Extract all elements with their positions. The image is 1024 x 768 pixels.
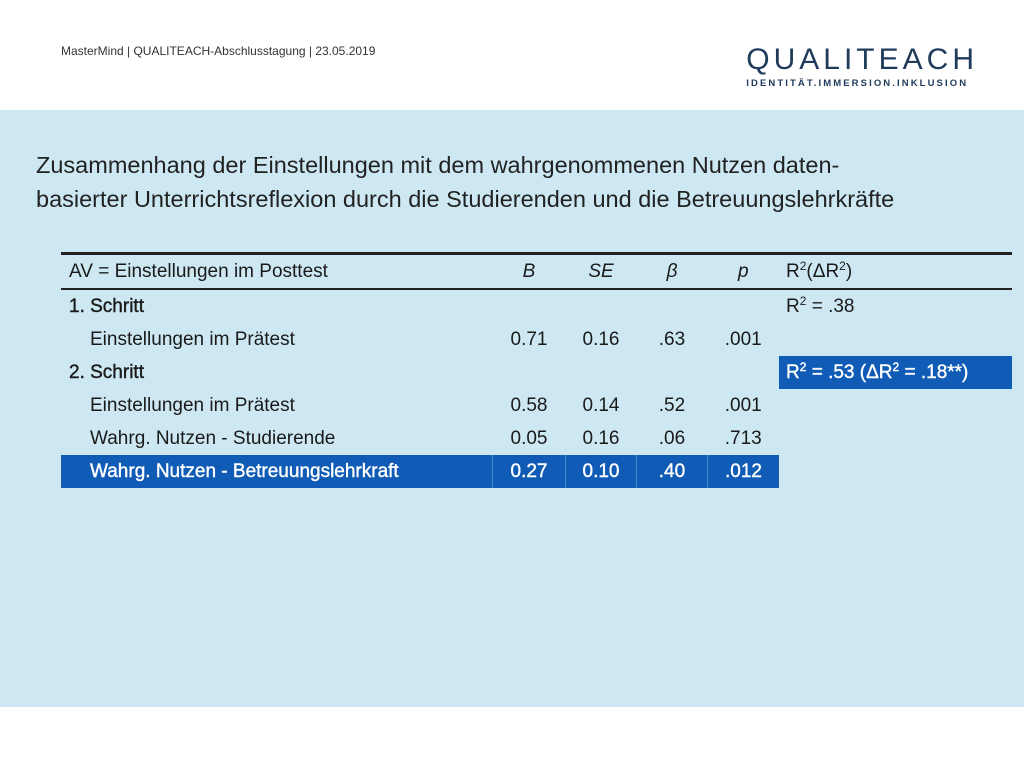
logo-wordmark: QUALITEACH [746,43,978,76]
coef-b: 0.58 [510,394,548,416]
coef-beta: .52 [658,394,686,416]
highlighted-table-row [61,455,1012,488]
header-p: p [708,254,780,290]
title-line-2: basierter Unterrichtsreflexion durch die Studierenden und die Betreuungslehrkräfte [36,186,895,212]
content-panel [0,110,1024,707]
coef-b: 0.05 [510,427,548,449]
predictor-label: Wahrg. Nutzen - Betreuungslehrkraft [61,455,493,488]
coef-se: 0.10 [566,455,637,488]
coef-p: .001 [724,328,762,350]
step-row [61,289,1012,323]
regression-table [61,252,1012,488]
coef-beta: .06 [658,427,686,449]
coef-se: 0.14 [582,394,620,416]
coef-beta: .63 [658,328,686,350]
title-line-1: Zusammenhang der Einstellungen mit dem wahrgenommenen Nutzen daten- [36,152,840,178]
table-row [61,323,1012,356]
table-row [61,422,1012,455]
header-beta: β [637,254,708,290]
coef-p: .713 [724,427,762,449]
table-header-row [61,254,1012,290]
coef-b: 0.27 [493,455,566,488]
slide-header [0,0,1024,110]
table-row [61,389,1012,422]
step-row [61,356,1012,389]
coef-se: 0.16 [582,328,620,350]
event-info: MasterMind | QUALITEACH-Abschlusstagung | 23.05.2019 [61,44,376,58]
coef-p: .001 [724,394,762,416]
qualiteach-logo [746,45,978,89]
step-2-r2-highlight: $R^2 = .53$ $(\Delta R^2 = .18**)$ [779,356,1012,389]
step-1-r2: $R^2 = .38$ [786,293,855,317]
step-2-label: 2. Schritt [69,361,144,383]
coef-p: .012 [708,455,780,488]
coef-b: 0.71 [510,328,548,350]
header-dependent-variable: AV = Einstellungen im Posttest [61,254,493,290]
predictor-label: Einstellungen im Prätest [90,328,295,350]
predictor-label: Wahrg. Nutzen - Studierende [90,427,336,449]
slide-title [36,148,1006,216]
header-se: SE [566,254,637,290]
header-r2: $R^2(\Delta R^2)$ [779,254,1012,290]
predictor-label: Einstellungen im Prätest [90,394,295,416]
coef-se: 0.16 [582,427,620,449]
logo-tagline: IDENTITÄT.IMMERSION.INKLUSION [746,78,969,89]
header-b: B [493,254,566,290]
coef-beta: .40 [637,455,708,488]
step-1-label: 1. Schritt [69,295,144,317]
